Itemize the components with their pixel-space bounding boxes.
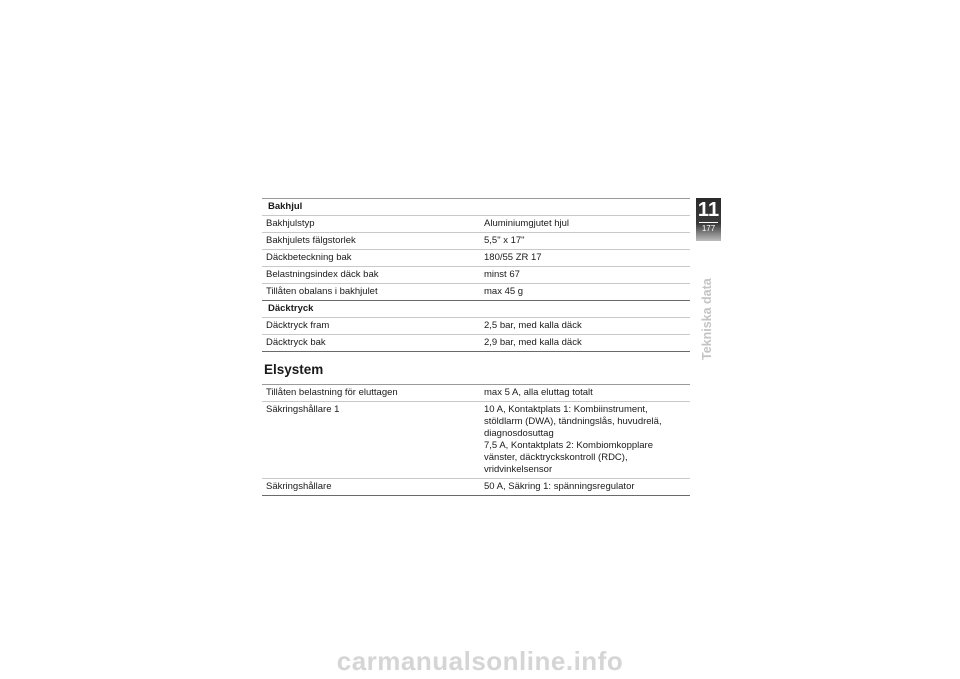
table-row: [262, 318, 690, 335]
heading-text: Bakhjul: [262, 199, 690, 216]
row-label: Belastningsindex däck bak: [262, 267, 480, 284]
row-value: 2,5 bar, med kalla däck: [480, 318, 690, 335]
table-row: [262, 233, 690, 250]
table-row: [262, 402, 690, 479]
chapter-tab: [696, 198, 721, 241]
row-label: Däckbeteckning bak: [262, 250, 480, 267]
watermark: carmanualsonline.info: [336, 646, 624, 676]
row-value: 2,9 bar, med kalla däck: [480, 335, 690, 352]
table-row: [262, 267, 690, 284]
row-label: Säkringshållare: [262, 479, 480, 496]
row-value: 180/55 ZR 17: [480, 250, 690, 267]
row-value: minst 67: [480, 267, 690, 284]
table-row: [262, 284, 690, 301]
row-label: Bakhjulets fälgstorlek: [262, 233, 480, 250]
table-row: [262, 335, 690, 352]
spec-content: [262, 198, 690, 496]
row-value: max 5 A, alla eluttag totalt: [480, 385, 690, 402]
chapter-title: Tekniska data: [700, 278, 714, 360]
section-title-electrical: Elsystem: [264, 362, 324, 377]
row-value: 50 A, Säkring 1: spänningsregulator: [480, 479, 690, 496]
row-label: Däcktryck bak: [262, 335, 480, 352]
table-row: [262, 216, 690, 233]
wheel-tyre-table: [262, 198, 690, 352]
table-row: [262, 250, 690, 267]
row-value: 10 A, Kontaktplats 1: Kombiinstrument, stöldlarm (DWA), tändningslås, huvudrelä, diagnosdosuttag 7,5 A, Kontaktplats 2: Kombiomkopplare vänster, däcktryckskontroll (RDC), vridvinkelsensor: [480, 402, 690, 479]
chapter-number: 11: [697, 199, 720, 221]
row-value: Aluminiumgjutet hjul: [480, 216, 690, 233]
table-row: [262, 479, 690, 496]
row-value: max 45 g: [480, 284, 690, 301]
row-label: Bakhjulstyp: [262, 216, 480, 233]
row-label: Säkringshållare 1: [262, 402, 480, 479]
row-label: Tillåten obalans i bakhjulet: [262, 284, 480, 301]
table-row: [262, 385, 690, 402]
tab-divider: [699, 222, 718, 223]
electrical-table: [262, 384, 690, 496]
heading-text: Däcktryck: [262, 301, 690, 318]
section-heading-tyre-pressure: [262, 301, 690, 318]
page-number: 177: [701, 224, 716, 233]
row-value: 5,5" x 17": [480, 233, 690, 250]
row-label: Tillåten belastning för eluttagen: [262, 385, 480, 402]
section-heading-rear-wheel: [262, 199, 690, 216]
row-label: Däcktryck fram: [262, 318, 480, 335]
